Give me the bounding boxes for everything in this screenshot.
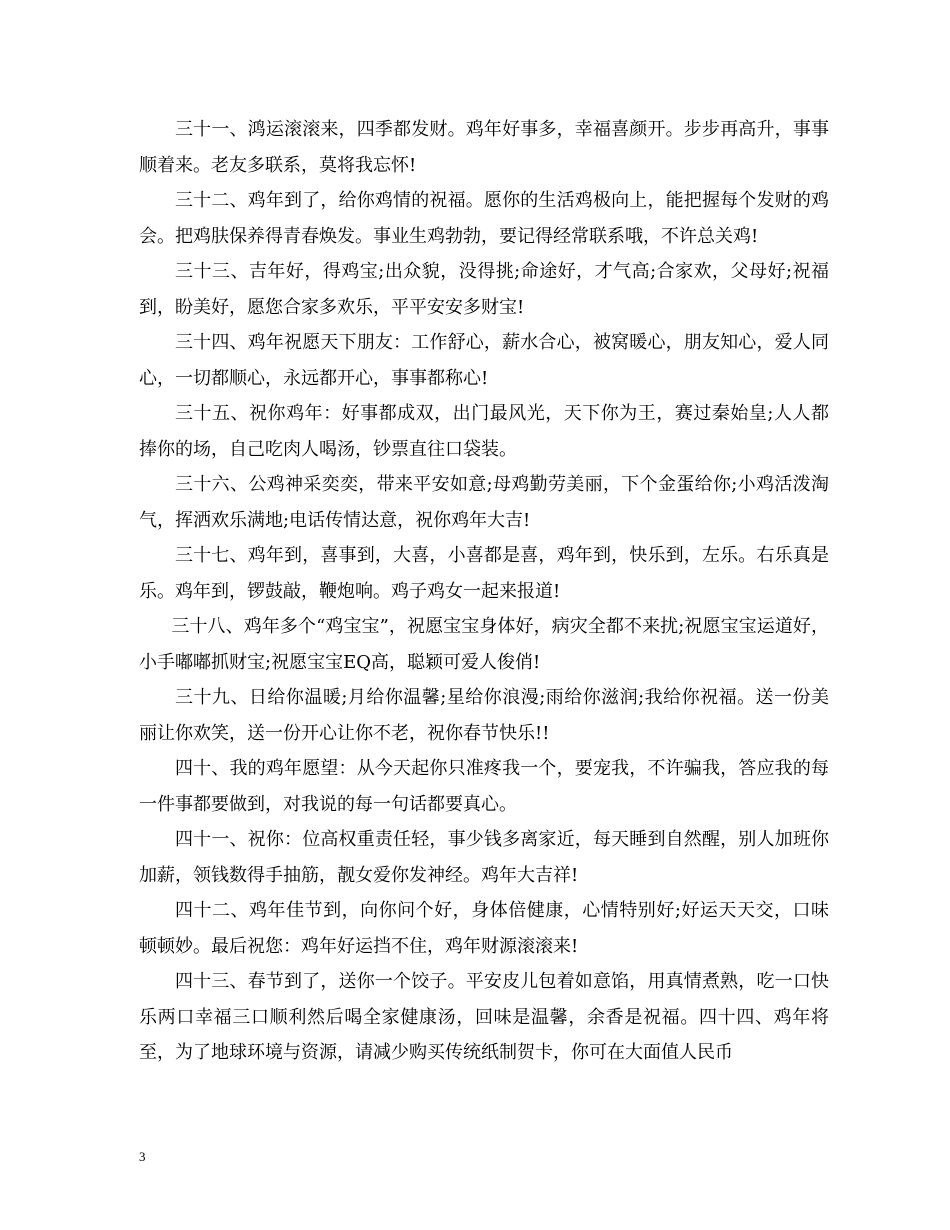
paragraph-31: 三十一、鸿运滚滚来，四季都发财。鸡年好事多，幸福喜颜开。步步再高升，事事顺着来。老友多联系，莫将我忘怀! [139, 119, 829, 176]
paragraph-35: 三十五、祝你鸡年：好事都成双，出门最风光，天下你为王，赛过秦始皇;人人都捧你的场，自己吃肉人喝汤，钞票直往口袋装。 [139, 403, 829, 460]
paragraph-36: 三十六、公鸡神采奕奕，带来平安如意;母鸡勤劳美丽，下个金蛋给你;小鸡活泼淘气，挥洒欢乐满地;电话传情达意，祝你鸡年大吉! [139, 474, 829, 531]
paragraph-33: 三十三、吉年好，得鸡宝;出众貌，没得挑;命途好，才气高;合家欢，父母好;祝福到，盼美好，愿您合家多欢乐，平平安安多财宝! [139, 261, 829, 318]
paragraph-41: 四十一、祝你：位高权重责任轻，事少钱多离家近，每天睡到自然醒，别人加班你加薪，领钱数得手抽筋，靓女爱你发神经。鸡年大吉祥! [139, 829, 829, 886]
paragraph-38: 三十八、鸡年多个“鸡宝宝”，祝愿宝宝身体好，病灾全都不来扰;祝愿宝宝运道好，小手嘟嘟抓财宝;祝愿宝宝EQ高，聪颖可爱人俊俏! [139, 616, 829, 673]
paragraph-43: 四十三、春节到了，送你一个饺子。平安皮儿包着如意馅，用真情煮熟，吃一口快乐两口幸福三口顺利然后喝全家健康汤，回味是温馨，余香是祝福。四十四、鸡年将至，为了地球环境与资源，请减少购买传统纸制贺卡，你可在大面值人民币 [139, 971, 829, 1063]
paragraph-42: 四十二、鸡年佳节到，向你问个好，身体倍健康，心情特别好;好运天天交，口味顿顿妙。最后祝您：鸡年好运挡不住，鸡年财源滚滚来! [139, 900, 829, 957]
paragraph-39: 三十九、日给你温暖;月给你温馨;星给你浪漫;雨给你滋润;我给你祝福。送一份美丽让你欢笑，送一份开心让你不老，祝你春节快乐!! [139, 687, 829, 744]
paragraph-40: 四十、我的鸡年愿望：从今天起你只准疼我一个，要宠我，不许骗我，答应我的每一件事都要做到，对我说的每一句话都要真心。 [139, 758, 829, 815]
paragraph-32: 三十二、鸡年到了，给你鸡情的祝福。愿你的生活鸡极向上，能把握每个发财的鸡会。把鸡肤保养得青春焕发。事业生鸡勃勃，要记得经常联系哦，不许总关鸡! [139, 190, 829, 247]
paragraph-34: 三十四、鸡年祝愿天下朋友：工作舒心，薪水合心，被窝暖心，朋友知心，爱人同心，一切都顺心，永远都开心，事事都称心! [139, 332, 829, 389]
page-number: 3 [139, 1149, 146, 1164]
document-body [139, 112, 829, 1071]
paragraph-37: 三十七、鸡年到，喜事到，大喜，小喜都是喜，鸡年到，快乐到，左乐。右乐真是乐。鸡年到，锣鼓敲，鞭炮响。鸡子鸡女一起来报道! [139, 545, 829, 602]
